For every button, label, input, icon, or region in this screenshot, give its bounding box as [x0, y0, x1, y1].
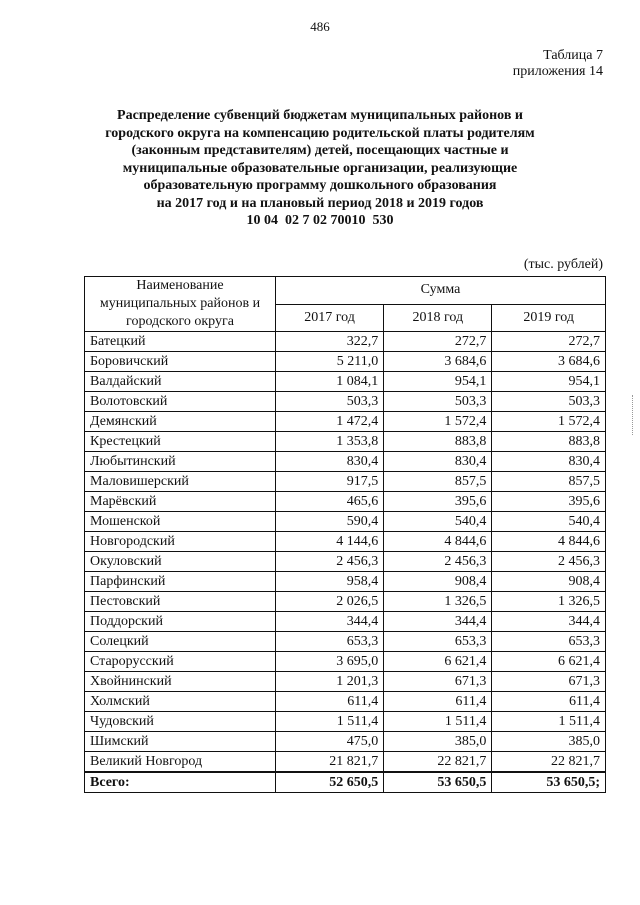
year-2019-header: 2019 год [492, 304, 606, 332]
amount-2018: 6 621,4 [384, 652, 492, 672]
appendix-reference [513, 48, 603, 80]
amount-2019: 22 821,7 [492, 752, 606, 773]
amount-2018: 954,1 [384, 372, 492, 392]
scan-edge-mark [632, 395, 636, 435]
amount-2017: 917,5 [276, 472, 384, 492]
amount-2017: 21 821,7 [276, 752, 384, 773]
title-line: городского округа на компенсацию родительской платы родителям [105, 125, 535, 141]
document-title [60, 107, 580, 230]
amount-2018: 2 456,3 [384, 552, 492, 572]
title-line: муниципальные образовательные организации, реализующие [122, 160, 518, 176]
amount-2017: 1 472,4 [276, 412, 384, 432]
total-row [85, 772, 606, 793]
amount-2019: 954,1 [492, 372, 606, 392]
amount-2019: 2 456,3 [492, 552, 606, 572]
amount-2019: 6 621,4 [492, 652, 606, 672]
amount-2019: 385,0 [492, 732, 606, 752]
district-name: Солецкий [85, 632, 276, 652]
amount-2017: 3 695,0 [276, 652, 384, 672]
amount-2019: 857,5 [492, 472, 606, 492]
amount-2018: 385,0 [384, 732, 492, 752]
amount-2017: 465,6 [276, 492, 384, 512]
appendix-table-number: Таблица 7 [543, 48, 603, 63]
sum-column-header: Сумма [276, 277, 606, 305]
amount-2019: 272,7 [492, 332, 606, 352]
amount-2019: 540,4 [492, 512, 606, 532]
title-line: (законным представителям) детей, посещающих частные и [131, 143, 509, 158]
district-name: Чудовский [85, 712, 276, 732]
amount-2017: 1 084,1 [276, 372, 384, 392]
table-row [85, 452, 606, 472]
table-row [85, 672, 606, 692]
amount-2019: 4 844,6 [492, 532, 606, 552]
amount-2017: 2 456,3 [276, 552, 384, 572]
amount-2019: 908,4 [492, 572, 606, 592]
district-name: Марёвский [85, 492, 276, 512]
district-name: Шимский [85, 732, 276, 752]
amount-2017: 2 026,5 [276, 592, 384, 612]
amount-2018: 1 572,4 [384, 412, 492, 432]
amount-2018: 671,3 [384, 672, 492, 692]
amount-2019: 671,3 [492, 672, 606, 692]
units-label: (тыс. рублей) [523, 257, 603, 272]
amount-2018: 22 821,7 [384, 752, 492, 773]
amount-2018: 3 684,6 [384, 352, 492, 372]
total-2019: 53 650,5; [492, 772, 606, 793]
table-row [85, 572, 606, 592]
title-line: образовательную программу дошкольного образования [143, 178, 497, 193]
amount-2019: 611,4 [492, 692, 606, 712]
table-row [85, 712, 606, 732]
name-column-header: Наименование муниципальных районов и городского округа [85, 277, 276, 332]
total-2017: 52 650,5 [276, 772, 384, 793]
district-name: Демянский [85, 412, 276, 432]
amount-2018: 540,4 [384, 512, 492, 532]
amount-2017: 611,4 [276, 692, 384, 712]
district-name: Боровичский [85, 352, 276, 372]
district-name: Пестовский [85, 592, 276, 612]
table-row [85, 492, 606, 512]
amount-2018: 1 511,4 [384, 712, 492, 732]
table-body [85, 332, 606, 793]
table-row [85, 392, 606, 412]
district-name: Новгородский [85, 532, 276, 552]
table-row [85, 612, 606, 632]
amount-2017: 1 353,8 [276, 432, 384, 452]
amount-2018: 503,3 [384, 392, 492, 412]
year-2018-header: 2018 год [384, 304, 492, 332]
table-row [85, 512, 606, 532]
title-line: Распределение субвенций бюджетам муниципальных районов и [117, 108, 523, 123]
district-name: Холмский [85, 692, 276, 712]
amount-2018: 344,4 [384, 612, 492, 632]
table-row [85, 412, 606, 432]
table-row [85, 432, 606, 452]
amount-2019: 1 572,4 [492, 412, 606, 432]
table-row [85, 532, 606, 552]
amount-2018: 908,4 [384, 572, 492, 592]
total-label: Всего: [85, 772, 276, 793]
amount-2019: 395,6 [492, 492, 606, 512]
amount-2017: 1 511,4 [276, 712, 384, 732]
amount-2019: 883,8 [492, 432, 606, 452]
district-name: Валдайский [85, 372, 276, 392]
amount-2017: 344,4 [276, 612, 384, 632]
amount-2018: 4 844,6 [384, 532, 492, 552]
amount-2017: 958,4 [276, 572, 384, 592]
amount-2019: 3 684,6 [492, 352, 606, 372]
district-name: Старорусский [85, 652, 276, 672]
amount-2018: 653,3 [384, 632, 492, 652]
amount-2017: 1 201,3 [276, 672, 384, 692]
table-row [85, 552, 606, 572]
year-2017-header: 2017 год [276, 304, 384, 332]
district-name: Парфинский [85, 572, 276, 592]
amount-2019: 830,4 [492, 452, 606, 472]
subvention-table [84, 276, 606, 793]
district-name: Любытинский [85, 452, 276, 472]
table-row [85, 352, 606, 372]
amount-2017: 653,3 [276, 632, 384, 652]
amount-2018: 883,8 [384, 432, 492, 452]
amount-2017: 4 144,6 [276, 532, 384, 552]
amount-2017: 590,4 [276, 512, 384, 532]
table-row [85, 692, 606, 712]
district-name: Хвойнинский [85, 672, 276, 692]
district-name: Крестецкий [85, 432, 276, 452]
amount-2017: 830,4 [276, 452, 384, 472]
table-row [85, 372, 606, 392]
table-row [85, 732, 606, 752]
amount-2017: 475,0 [276, 732, 384, 752]
amount-2019: 653,3 [492, 632, 606, 652]
amount-2017: 322,7 [276, 332, 384, 352]
table-row [85, 752, 606, 773]
amount-2017: 5 211,0 [276, 352, 384, 372]
budget-code: 10 04 02 7 02 70010 530 [246, 213, 394, 228]
amount-2018: 395,6 [384, 492, 492, 512]
district-name: Маловишерский [85, 472, 276, 492]
district-name: Мошенской [85, 512, 276, 532]
amount-2019: 1 511,4 [492, 712, 606, 732]
amount-2018: 611,4 [384, 692, 492, 712]
amount-2018: 857,5 [384, 472, 492, 492]
table-row [85, 332, 606, 352]
amount-2017: 503,3 [276, 392, 384, 412]
table-row [85, 592, 606, 612]
total-2018: 53 650,5 [384, 772, 492, 793]
district-name: Батецкий [85, 332, 276, 352]
amount-2018: 830,4 [384, 452, 492, 472]
district-name: Великий Новгород [85, 752, 276, 773]
page-number: 486 [310, 19, 330, 34]
appendix-number: приложения 14 [512, 64, 603, 79]
table-row [85, 652, 606, 672]
title-line: на 2017 год и на плановый период 2018 и 2019 годов [156, 195, 484, 211]
amount-2018: 1 326,5 [384, 592, 492, 612]
amount-2018: 272,7 [384, 332, 492, 352]
district-name: Окуловский [85, 552, 276, 572]
amount-2019: 344,4 [492, 612, 606, 632]
table-row [85, 472, 606, 492]
amount-2019: 503,3 [492, 392, 606, 412]
table-row [85, 632, 606, 652]
district-name: Поддорский [85, 612, 276, 632]
district-name: Волотовский [85, 392, 276, 412]
amount-2019: 1 326,5 [492, 592, 606, 612]
